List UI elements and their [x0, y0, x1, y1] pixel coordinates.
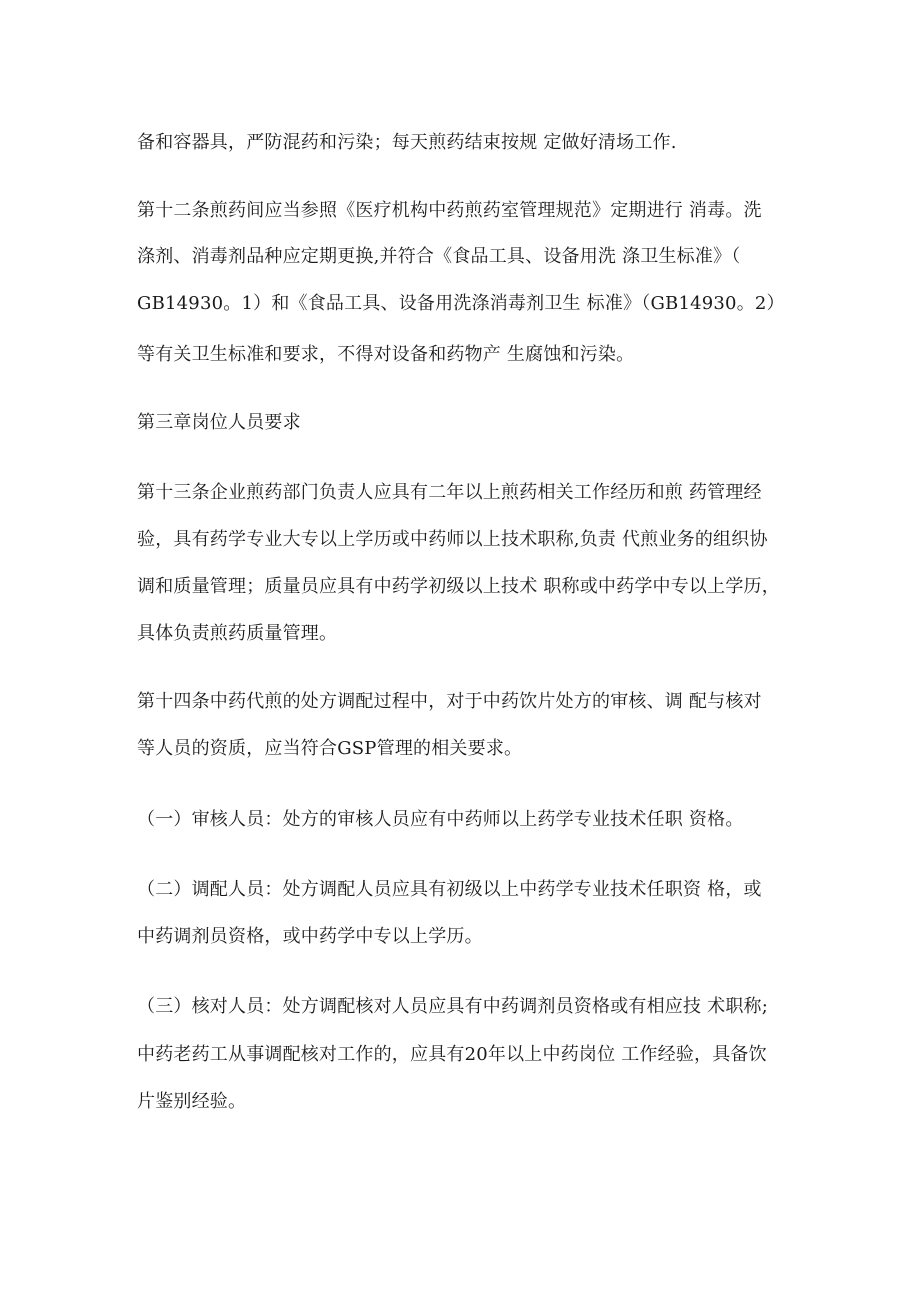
- text-line: （三）核对人员：处方调配核对人员应具有中药调剂员资格或有相应技 术职称;: [137, 996, 768, 1017]
- chapter-heading: 第三章岗位人员要求: [137, 412, 301, 433]
- text-line: 片鉴别经验。: [137, 1091, 247, 1112]
- text-line: 中药老药工从事调配核对工作的，应具有20年以上中药岗位 工作经验，具备饮: [137, 1044, 767, 1065]
- text-line: 等有关卫生标准和要求，不得对设备和药物产 生腐蚀和污染。: [137, 344, 635, 365]
- text-line: 第十二条煎药间应当参照《医疗机构中药煎药室管理规范》定期进行 消毒。洗: [137, 200, 762, 221]
- text-line: 中药调剂员资格，或中药学中专以上学历。: [137, 926, 483, 947]
- text-line: 备和容器具，严防混药和污染；每天煎药结束按规 定做好清场工作.: [137, 132, 677, 153]
- text-line: 调和质量管理；质量员应具有中药学初级以上技术 职称或中药学中专以上学历，: [137, 576, 780, 597]
- text-line: 等人员的资质，应当符合GSP管理的相关要求。: [137, 738, 523, 759]
- text-line: 第十三条企业煎药部门负责人应具有二年以上煎药相关工作经历和煎 药管理经: [137, 482, 762, 503]
- text-line: 涤剂、消毒剂品种应定期更换,并符合《食品工具、设备用洗 涤卫生标准》（: [137, 246, 741, 267]
- text-line: 具体负责煎药质量管理。: [137, 623, 338, 644]
- text-line: （一）审核人员：处方的审核人员应有中药师以上药学专业技术任职 资格。: [137, 809, 744, 830]
- text-line: 第十四条中药代煎的处方调配过程中，对于中药饮片处方的审核、调 配与核对: [137, 691, 762, 712]
- text-line: GB14930。1）和《食品工具、设备用洗涤消毒剂卫生 标准》（GB14930。2）: [137, 293, 785, 314]
- text-line: （二）调配人员：处方调配人员应具有初级以上中药学专业技术任职资 格，或: [137, 879, 762, 900]
- text-line: 验，具有药学专业大专以上学历或中药师以上技术职称,负责 代煎业务的组织协: [137, 529, 768, 550]
